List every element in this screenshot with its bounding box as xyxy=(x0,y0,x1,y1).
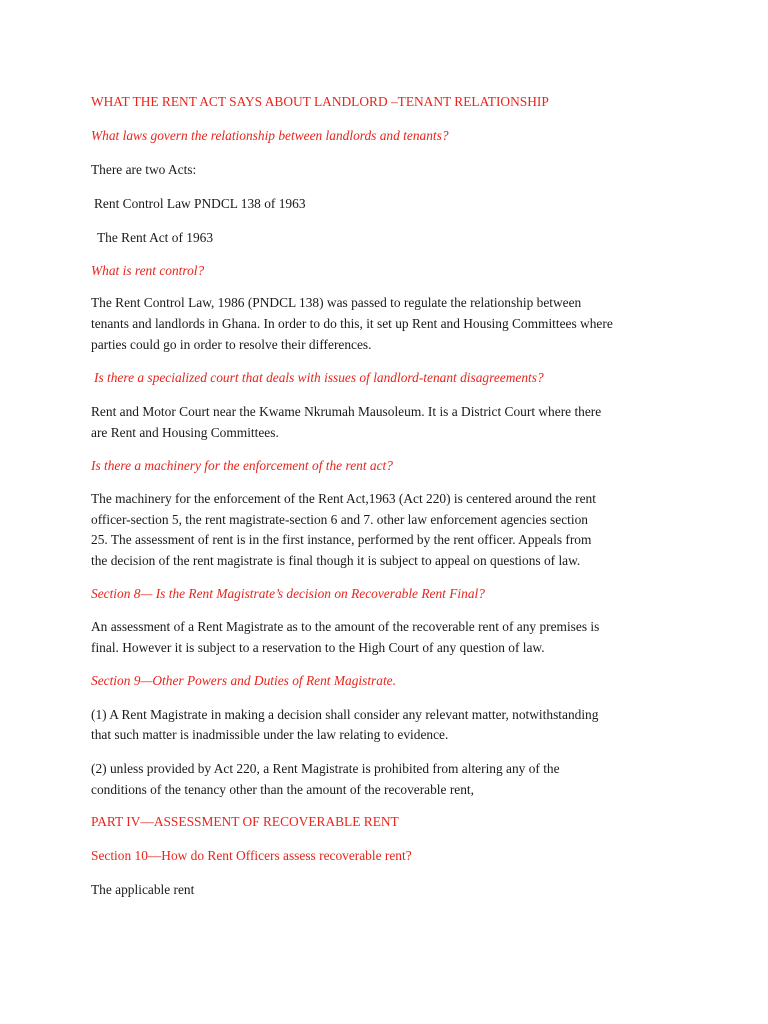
paragraph-applicable-rent: The applicable rent xyxy=(91,882,195,897)
paragraph-two-acts: There are two Acts: xyxy=(91,162,197,177)
question-rent-control: What is rent control? xyxy=(91,263,205,278)
heading-section-9: Section 9—Other Powers and Duties of Rent Magistrate. xyxy=(91,673,396,688)
act-item-rent-control-law: Rent Control Law PNDCL 138 of 1963 xyxy=(94,196,306,211)
document-title: WHAT THE RENT ACT SAYS ABOUT LANDLORD –TENANT RELATIONSHIP xyxy=(91,94,549,109)
paragraph-machinery-line-4: the decision of the rent magistrate is final though it is subject to appeal on questions of law. xyxy=(91,553,581,568)
act-item-rent-act: The Rent Act of 1963 xyxy=(97,230,214,245)
question-laws-govern: What laws govern the relationship between landlords and tenants? xyxy=(91,128,449,143)
paragraph-section-9-item-2-line-2: conditions of the tenancy other than the amount of the recoverable rent, xyxy=(91,782,474,797)
paragraph-machinery-line-3: 25. The assessment of rent is in the first instance, performed by the rent officer. Appeals from xyxy=(91,532,592,547)
heading-part-iv: PART IV—ASSESSMENT OF RECOVERABLE RENT xyxy=(91,814,399,829)
paragraph-rent-control-line-2: tenants and landlords in Ghana. In order to do this, it set up Rent and Housing Committees where xyxy=(91,316,613,331)
paragraph-section-8-line-1: An assessment of a Rent Magistrate as to the amount of the recoverable rent of any premises is xyxy=(91,619,600,634)
paragraph-machinery-line-1: The machinery for the enforcement of the Rent Act,1963 (Act 220) is centered around the rent xyxy=(91,491,596,506)
paragraph-rent-control-line-3: parties could go in order to resolve their differences. xyxy=(91,337,372,352)
paragraph-court-line-1: Rent and Motor Court near the Kwame Nkrumah Mausoleum. It is a District Court where there xyxy=(91,404,602,419)
paragraph-section-8-line-2: final. However it is subject to a reservation to the High Court of any question of law. xyxy=(91,640,545,655)
paragraph-court-line-2: are Rent and Housing Committees. xyxy=(91,425,279,440)
paragraph-machinery-line-2: officer-section 5, the rent magistrate-section 6 and 7. other law enforcement agencies section xyxy=(91,512,588,527)
paragraph-rent-control-line-1: The Rent Control Law, 1986 (PNDCL 138) was passed to regulate the relationship between xyxy=(91,295,582,310)
paragraph-section-9-item-1-line-2: that such matter is inadmissible under the law relating to evidence. xyxy=(91,727,449,742)
question-specialized-court: Is there a specialized court that deals with issues of landlord-tenant disagreements? xyxy=(94,370,544,385)
question-enforcement-machinery: Is there a machinery for the enforcement of the rent act? xyxy=(91,458,393,473)
paragraph-section-9-item-1-line-1: (1) A Rent Magistrate in making a decision shall consider any relevant matter, notwithstanding xyxy=(91,707,599,722)
heading-section-8: Section 8— Is the Rent Magistrate’s decision on Recoverable Rent Final? xyxy=(91,586,485,601)
heading-section-10: Section 10—How do Rent Officers assess recoverable rent? xyxy=(91,848,412,863)
paragraph-section-9-item-2-line-1: (2) unless provided by Act 220, a Rent Magistrate is prohibited from altering any of the xyxy=(91,761,560,776)
